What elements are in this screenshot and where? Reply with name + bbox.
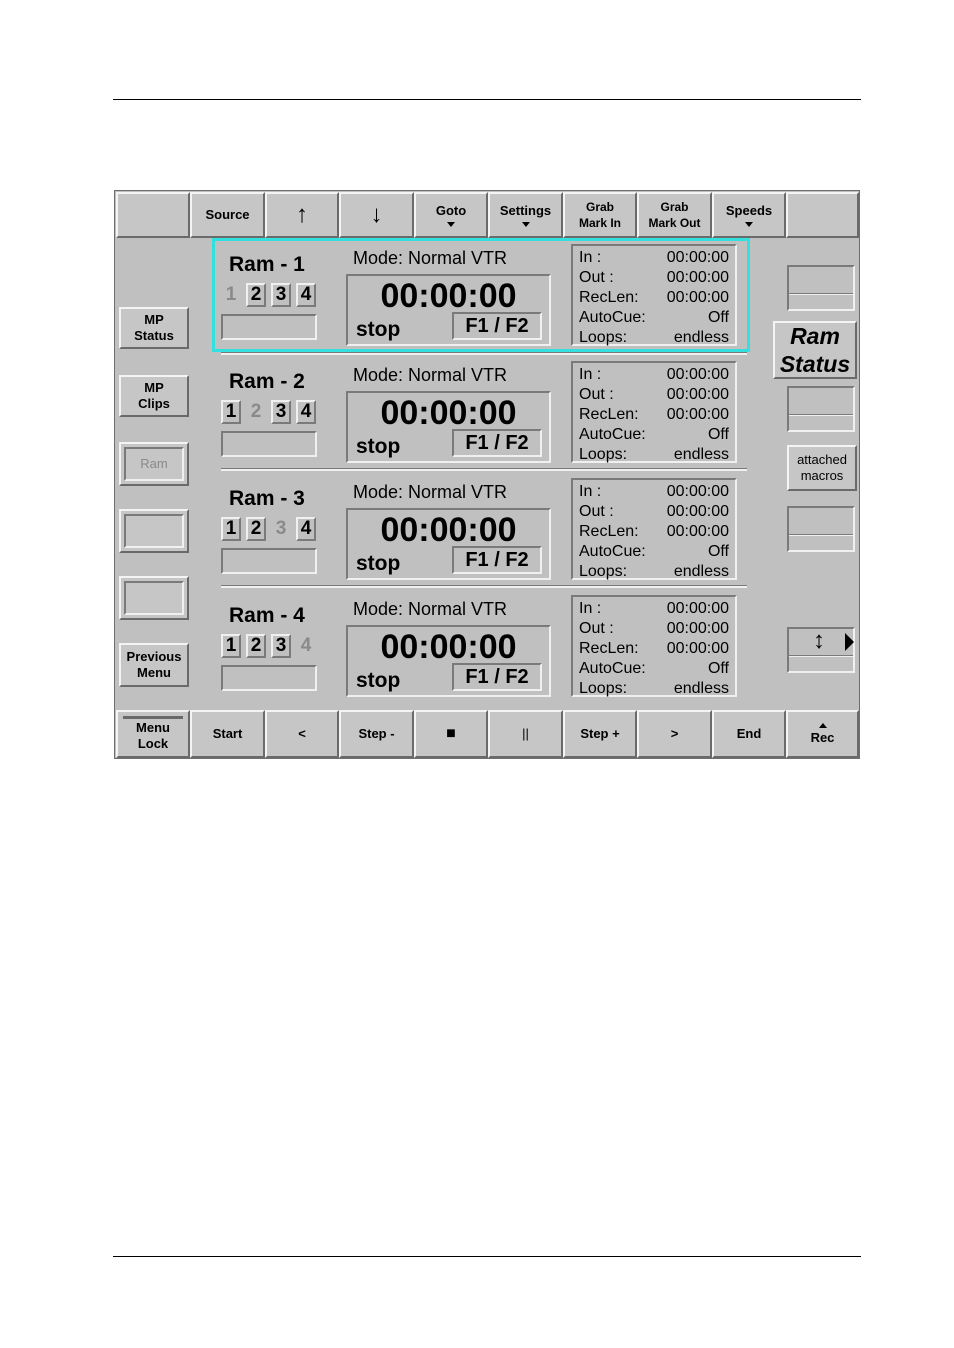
settings-label: Settings: [499, 203, 552, 218]
mode-label: Mode: Normal VTR: [353, 599, 508, 619]
pause-button[interactable]: [488, 710, 563, 758]
mode-label: Mode: Normal VTR: [353, 248, 508, 268]
channel-select-4[interactable]: 4: [300, 635, 312, 656]
clip-name-field[interactable]: [221, 314, 317, 340]
next-button[interactable]: [637, 710, 712, 758]
info-label-reclen: RecLen:: [579, 289, 639, 306]
caret-down-icon: [447, 222, 455, 227]
info-label-in: In :: [579, 600, 602, 617]
info-value-reclen: 00:00:00: [666, 523, 729, 540]
clip-name-field[interactable]: [221, 431, 317, 457]
top-button-blank-right[interactable]: [786, 192, 859, 238]
field-indicator[interactable]: F1 / F2: [452, 663, 542, 691]
blank-inset: [124, 514, 184, 548]
ram-channel-3[interactable]: [215, 475, 747, 583]
play-right-icon: [845, 633, 854, 651]
speeds-button[interactable]: [712, 192, 786, 238]
info-label-autocue: AutoCue:: [579, 660, 646, 677]
stop-button[interactable]: [414, 710, 488, 758]
clip-name-field[interactable]: [221, 665, 317, 691]
info-label-out: Out :: [579, 503, 614, 520]
info-value-autocue: Off: [707, 660, 729, 677]
step-plus-button[interactable]: [563, 710, 637, 758]
info-label-reclen: RecLen:: [579, 523, 639, 540]
info-label-out: Out :: [579, 269, 614, 286]
clip-info-box: [571, 478, 737, 580]
channel-select-2[interactable]: 2: [246, 283, 266, 307]
timecode-value: 00:00:00: [380, 277, 517, 315]
step-minus-label: Step -: [358, 726, 395, 741]
info-row-in: [579, 482, 729, 502]
caret-up-icon: [819, 723, 827, 728]
info-label-out: Out :: [579, 386, 614, 403]
start-button[interactable]: [190, 710, 265, 758]
info-label-in: In :: [579, 483, 602, 500]
timecode-display: [346, 274, 551, 346]
channel-selectors: [221, 634, 321, 658]
channel-select-1[interactable]: 1: [221, 517, 241, 541]
field-indicator[interactable]: F1 / F2: [452, 546, 542, 574]
mp-clips-button[interactable]: [119, 375, 189, 417]
ram-button-inner: [124, 447, 184, 481]
info-label-loops: Loops:: [579, 329, 628, 346]
field-indicator[interactable]: F1 / F2: [452, 429, 542, 457]
grab-mark-out-label: Grab Mark Out: [648, 200, 701, 230]
info-row-reclen: [579, 288, 729, 308]
mode-label: Mode: Normal VTR: [353, 365, 508, 385]
info-row-autocue: [579, 425, 729, 445]
arrow-down-button[interactable]: [339, 192, 414, 238]
scroll-slot[interactable]: [787, 627, 855, 673]
goto-button[interactable]: [414, 192, 488, 238]
lock-bar-icon: [123, 716, 183, 719]
info-row-in: [579, 599, 729, 619]
mode-label: Mode: Normal VTR: [353, 482, 508, 502]
arrow-up-button[interactable]: [265, 192, 339, 238]
speeds-label: Speeds: [725, 203, 773, 218]
mp-status-button[interactable]: [119, 307, 189, 349]
mp-clips-label: MP Clips: [138, 380, 170, 411]
step-minus-button[interactable]: [339, 710, 414, 758]
channel-separator: [221, 352, 747, 355]
previous-menu-button[interactable]: [119, 643, 189, 687]
ram-channel-2[interactable]: [215, 358, 747, 466]
grab-mark-out-button[interactable]: [637, 192, 712, 238]
channel-select-1[interactable]: 1: [225, 284, 237, 305]
info-value-reclen: 00:00:00: [666, 289, 729, 306]
info-value-autocue: Off: [707, 426, 729, 443]
caret-down-icon: [522, 222, 530, 227]
info-row-out: [579, 268, 729, 288]
channel-select-2[interactable]: 2: [246, 634, 266, 658]
channel-select-3[interactable]: 3: [275, 518, 287, 539]
info-label-autocue: AutoCue:: [579, 426, 646, 443]
channel-selectors: [221, 400, 321, 424]
info-value-in: 00:00:00: [666, 249, 729, 266]
ram-channel-title: Ram - 4: [229, 604, 305, 627]
info-row-reclen: [579, 405, 729, 425]
left-blank-button-2[interactable]: [119, 576, 189, 620]
info-label-autocue: AutoCue:: [579, 309, 646, 326]
clip-info-box: [571, 244, 737, 346]
info-value-in: 00:00:00: [666, 600, 729, 617]
clip-info-box: [571, 361, 737, 463]
right-slot-2[interactable]: [787, 386, 855, 432]
info-label-loops: Loops:: [579, 446, 628, 463]
info-value-loops: endless: [673, 329, 729, 346]
info-value-reclen: 00:00:00: [666, 640, 729, 657]
goto-label: Goto: [435, 203, 467, 218]
channel-select-4[interactable]: 4: [296, 400, 316, 424]
transport-state: stop: [356, 435, 401, 458]
source-button[interactable]: [190, 192, 265, 238]
info-row-autocue: [579, 542, 729, 562]
info-value-out: 00:00:00: [666, 503, 729, 520]
ram-recorder-panel: [114, 190, 860, 759]
info-label-reclen: RecLen:: [579, 406, 639, 423]
channel-select-2[interactable]: 2: [246, 517, 266, 541]
mp-status-label: MP Status: [134, 312, 174, 343]
info-row-loops: [579, 562, 729, 582]
end-label: End: [736, 726, 762, 741]
ram-channel-1[interactable]: [215, 241, 747, 349]
prev-icon: <: [298, 726, 306, 741]
ram-label: Ram: [140, 456, 168, 471]
channel-select-3[interactable]: 3: [271, 283, 291, 307]
ram-channel-4[interactable]: [215, 592, 747, 700]
source-label: Source: [205, 207, 250, 222]
channel-select-1[interactable]: 1: [221, 634, 241, 658]
grab-mark-in-label: Grab Mark In: [578, 200, 621, 230]
channel-select-3[interactable]: 3: [271, 400, 291, 424]
step-plus-label: Step +: [580, 726, 620, 741]
caret-down-icon: [745, 222, 753, 227]
clip-info-box: [571, 595, 737, 697]
info-row-autocue: [579, 308, 729, 328]
rec-label: Rec: [810, 729, 835, 745]
channel-select-3[interactable]: 3: [271, 634, 291, 658]
info-value-loops: endless: [673, 563, 729, 580]
right-slot-3[interactable]: [787, 506, 855, 552]
info-row-loops: [579, 328, 729, 348]
arrow-down-icon: ↓: [370, 201, 383, 228]
stop-icon: ■: [446, 725, 456, 742]
info-row-loops: [579, 445, 729, 465]
start-label: Start: [212, 726, 243, 741]
timecode-value: 00:00:00: [380, 628, 517, 666]
right-slot-1[interactable]: [787, 265, 855, 311]
info-row-out: [579, 619, 729, 639]
info-value-out: 00:00:00: [666, 386, 729, 403]
info-label-in: In :: [579, 249, 602, 266]
menu-lock-button[interactable]: [116, 710, 190, 758]
transport-state: stop: [356, 318, 401, 341]
info-label-reclen: RecLen:: [579, 640, 639, 657]
rec-button[interactable]: [786, 710, 859, 758]
info-value-in: 00:00:00: [666, 366, 729, 383]
timecode-display: [346, 391, 551, 463]
end-button[interactable]: [712, 710, 786, 758]
transport-state: stop: [356, 552, 401, 575]
timecode-display: [346, 508, 551, 580]
header-rule: [113, 99, 861, 100]
left-blank-button-1[interactable]: [119, 509, 189, 553]
info-row-in: [579, 248, 729, 268]
field-indicator[interactable]: F1 / F2: [452, 312, 542, 340]
attached-macros-button[interactable]: [787, 445, 857, 491]
ram-channel-title: Ram - 1: [229, 253, 305, 276]
channel-separator: [221, 585, 747, 588]
channel-select-4[interactable]: 4: [296, 517, 316, 541]
transport-state: stop: [356, 669, 401, 692]
arrow-up-icon: ↑: [296, 201, 308, 228]
info-value-autocue: Off: [707, 543, 729, 560]
info-value-reclen: 00:00:00: [666, 406, 729, 423]
settings-button[interactable]: [488, 192, 563, 238]
ram-status-button[interactable]: [773, 321, 857, 379]
next-icon: >: [670, 726, 679, 741]
info-label-out: Out :: [579, 620, 614, 637]
footer-rule: [113, 1256, 861, 1257]
ram-status-label: Ram Status: [779, 323, 851, 377]
info-row-loops: [579, 679, 729, 699]
timecode-value: 00:00:00: [380, 394, 517, 432]
channel-selectors: [221, 283, 321, 307]
attached-macros-label: attached macros: [797, 452, 847, 483]
channel-separator: [221, 468, 747, 471]
channel-selectors: [221, 517, 321, 541]
clip-name-field[interactable]: [221, 548, 317, 574]
info-row-reclen: [579, 522, 729, 542]
timecode-display: [346, 625, 551, 697]
info-value-loops: endless: [673, 680, 729, 697]
prev-button[interactable]: [265, 710, 339, 758]
info-label-in: In :: [579, 366, 602, 383]
info-value-loops: endless: [673, 446, 729, 463]
info-label-loops: Loops:: [579, 563, 628, 580]
info-row-in: [579, 365, 729, 385]
ram-channel-title: Ram - 2: [229, 370, 305, 393]
timecode-value: 00:00:00: [380, 511, 517, 549]
info-row-out: [579, 502, 729, 522]
ram-channel-title: Ram - 3: [229, 487, 305, 510]
info-row-autocue: [579, 659, 729, 679]
info-label-loops: Loops:: [579, 680, 628, 697]
channel-select-4[interactable]: 4: [296, 283, 316, 307]
info-value-in: 00:00:00: [666, 483, 729, 500]
pause-icon: ||: [522, 726, 529, 741]
ram-button[interactable]: [119, 442, 189, 486]
info-label-autocue: AutoCue:: [579, 543, 646, 560]
info-row-reclen: [579, 639, 729, 659]
blank-inset: [124, 581, 184, 615]
channel-select-1[interactable]: 1: [221, 400, 241, 424]
info-value-out: 00:00:00: [666, 620, 729, 637]
channel-select-2[interactable]: 2: [250, 401, 262, 422]
previous-menu-label: Previous Menu: [126, 649, 182, 680]
menu-lock-label: Menu Lock: [136, 720, 170, 751]
top-button-blank-left[interactable]: [116, 192, 190, 238]
info-row-out: [579, 385, 729, 405]
updown-arrow-icon: ↕: [813, 627, 825, 654]
info-value-out: 00:00:00: [666, 269, 729, 286]
grab-mark-in-button[interactable]: [563, 192, 637, 238]
info-value-autocue: Off: [707, 309, 729, 326]
